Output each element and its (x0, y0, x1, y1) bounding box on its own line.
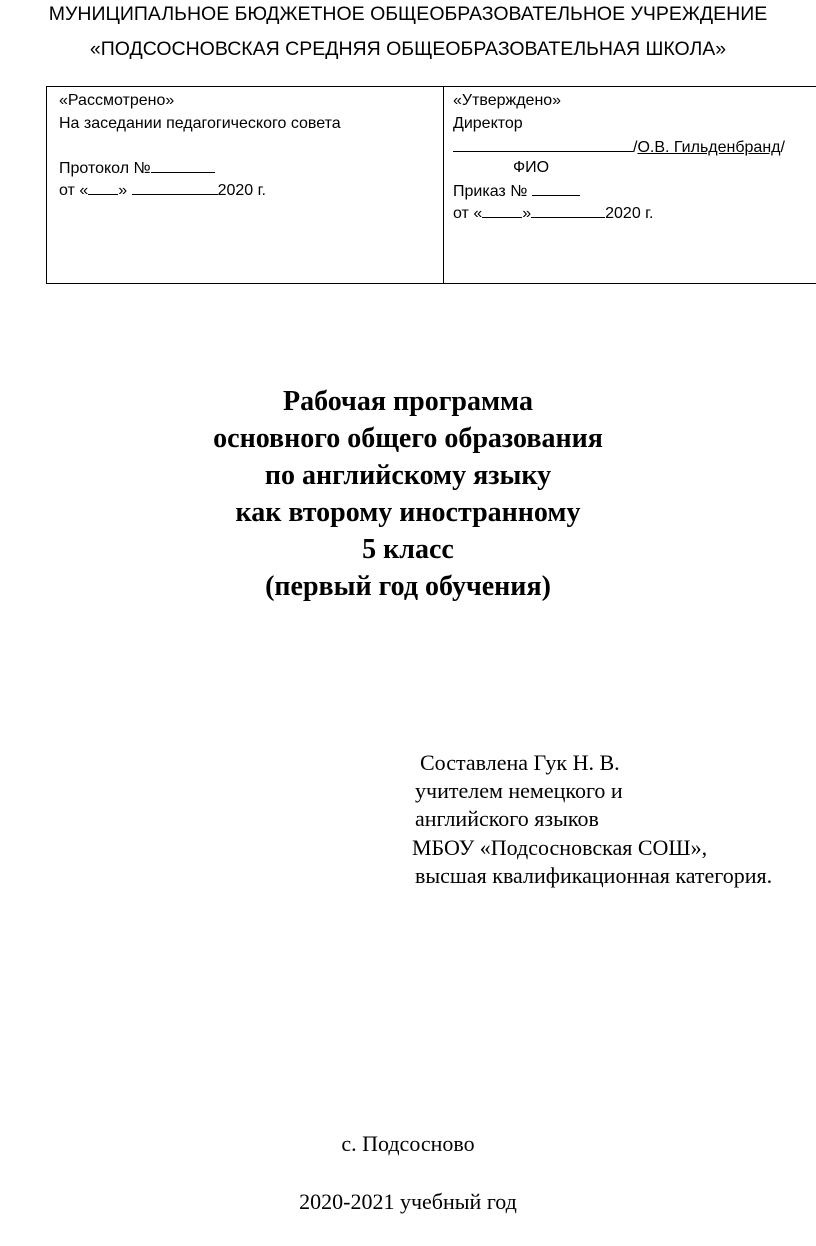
slash-open: / (633, 139, 638, 156)
protocol-label: Протокол № (59, 160, 151, 177)
order-number-blank (532, 179, 580, 196)
right-date-prefix: от « (453, 205, 483, 222)
order-label: Приказ № (453, 183, 532, 200)
title-line-3: по английскому языку (264, 460, 552, 491)
academic-year: 2020-2021 учебный год (299, 1189, 517, 1214)
council-text: На заседании педагогического совета (59, 115, 341, 132)
signature-blank (453, 135, 633, 152)
school-type-heading: МУНИЦИПАЛЬНОЕ БЮДЖЕТНОЕ ОБЩЕОБРАЗОВАТЕЛЬНОЕ УЧРЕЖДЕНИЕ (48, 3, 768, 25)
left-date-prefix: от « (59, 182, 89, 199)
program-title (0, 383, 816, 605)
director-signature-line (453, 135, 785, 159)
author-line-3: английского языков (415, 806, 599, 831)
left-date-year: 2020 г. (217, 182, 266, 199)
title-line-5: 5 класс (362, 534, 454, 565)
left-date-mid: » (118, 182, 132, 199)
fio-label: ФИО (513, 159, 550, 176)
title-line-4: как второму иностранному (235, 497, 581, 528)
director-position: Директор (453, 115, 523, 132)
approved-heading: «Утверждено» (453, 92, 562, 109)
author-line-5: высшая квалификационная категория. (415, 863, 773, 888)
author-line-4: МБОУ «Подсосновская СОШ», (412, 835, 708, 860)
right-date-day-blank (482, 201, 522, 218)
order-line (453, 179, 580, 203)
title-line-1: Рабочая программа (283, 386, 533, 417)
left-date-day-blank (88, 178, 118, 195)
slash-close: / (780, 139, 785, 156)
author-line-2: учителем немецкого и (415, 778, 623, 803)
director-name: О.В. Гильденбранд (637, 139, 781, 156)
place-name: с. Подсосново (341, 1131, 475, 1156)
author-line-1: Составлена Гук Н. В. (420, 750, 620, 775)
left-date-month-blank (132, 178, 218, 195)
approval-table (46, 86, 816, 284)
reviewed-heading: «Рассмотрено» (59, 92, 175, 109)
right-date-year: 2020 г. (605, 205, 654, 222)
right-date-month-blank (531, 201, 605, 218)
title-line-2: основного общего образования (213, 423, 603, 454)
left-date-line (59, 178, 266, 202)
right-date-line (453, 201, 654, 225)
right-date-mid: » (522, 205, 532, 222)
title-line-6: (первый год обучения) (265, 571, 551, 602)
school-name-heading: «ПОДСОСНОВСКАЯ СРЕДНЯЯ ОБЩЕОБРАЗОВАТЕЛЬНАЯ ШКОЛА» (89, 38, 727, 60)
protocol-line (59, 156, 215, 180)
protocol-number-blank (151, 156, 215, 173)
approval-table-divider (443, 87, 444, 283)
